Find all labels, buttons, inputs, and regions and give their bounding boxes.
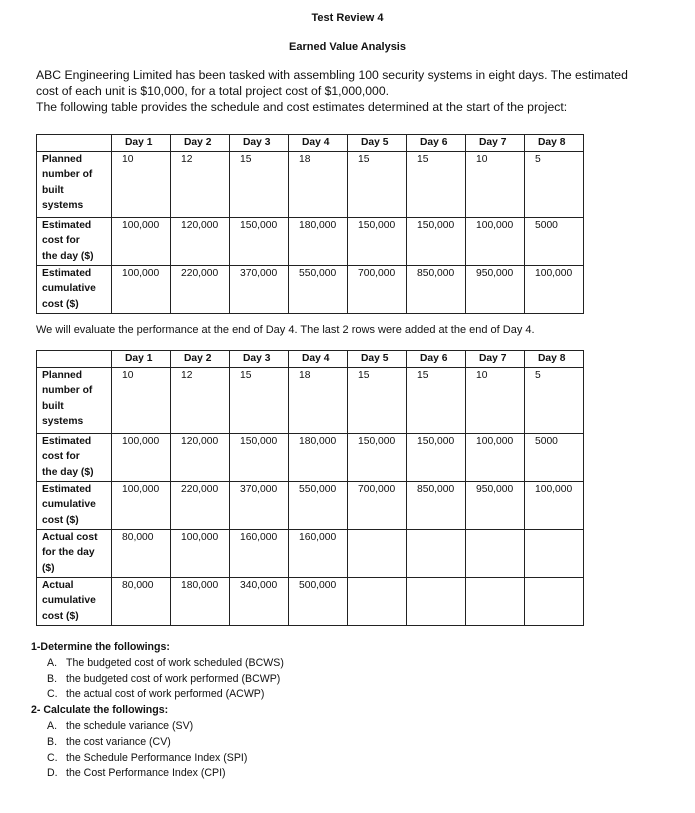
- table-cell: 100,000: [112, 265, 171, 313]
- row-label-line: number of: [42, 169, 93, 180]
- question-marker: B.: [47, 672, 58, 685]
- table-cell: 18: [289, 151, 348, 217]
- table-cell: 15: [407, 367, 466, 433]
- question-item: [31, 687, 284, 703]
- row-label-line: Actual: [42, 579, 74, 591]
- table-cell: [348, 577, 407, 625]
- row-label-line: the day ($): [42, 250, 94, 262]
- table-cell: 550,000: [289, 481, 348, 529]
- table-cell: 10: [112, 367, 171, 433]
- row-label-line: cumulative: [42, 595, 96, 606]
- row-label: [37, 481, 112, 529]
- table-row: [37, 367, 584, 433]
- row-label-line: Estimated: [42, 267, 92, 279]
- table-cell: 370,000: [230, 481, 289, 529]
- table-cell: 150,000: [407, 217, 466, 265]
- day-header: Day 7: [466, 351, 525, 368]
- table-cell: 100,000: [171, 529, 230, 577]
- row-label-line: systems: [42, 200, 84, 211]
- table-cell: 180,000: [171, 577, 230, 625]
- table-cell: 850,000: [407, 265, 466, 313]
- question-item: [31, 672, 284, 688]
- row-label-line: cost for: [42, 235, 80, 246]
- intro-line: cost of each unit is $10,000, for a total project cost of $1,000,000.: [36, 84, 389, 98]
- table-cell: [407, 529, 466, 577]
- question-item: [31, 719, 284, 735]
- row-label: [37, 367, 112, 433]
- schedule-table: [36, 134, 584, 314]
- corner-cell: [37, 135, 112, 152]
- table-cell: 10: [466, 151, 525, 217]
- table-cell: 120,000: [171, 433, 230, 481]
- day-header: Day 7: [466, 135, 525, 152]
- evaluation-note: We will evaluate the performance at the end of Day 4. The last 2 rows were added at the end of Day 4.: [36, 324, 535, 336]
- corner-cell: [37, 351, 112, 368]
- table-cell: 15: [230, 367, 289, 433]
- row-label: [37, 529, 112, 577]
- question-item: [31, 656, 284, 672]
- intro-paragraph: [36, 67, 676, 115]
- table-cell: 220,000: [171, 481, 230, 529]
- table-cell: 180,000: [289, 433, 348, 481]
- table-cell: 120,000: [171, 217, 230, 265]
- table-cell: [525, 577, 584, 625]
- day-header: Day 4: [289, 351, 348, 368]
- table-cell: 100,000: [112, 481, 171, 529]
- table-cell: 150,000: [348, 433, 407, 481]
- table-cell: 15: [348, 367, 407, 433]
- question-text: the schedule variance (SV): [66, 719, 194, 732]
- table-cell: 370,000: [230, 265, 289, 313]
- row-label-line: cost ($): [42, 610, 79, 622]
- question-marker: B.: [47, 735, 58, 748]
- table-cell: 10: [112, 151, 171, 217]
- table-row: [37, 529, 584, 577]
- table-cell: 5: [525, 367, 584, 433]
- table-row: [37, 265, 584, 313]
- day-header: Day 1: [112, 135, 171, 152]
- question-text: the budgeted cost of work performed (BCWP): [66, 672, 281, 685]
- table-cell: 500,000: [289, 577, 348, 625]
- question-item: [31, 751, 284, 767]
- question-list: [31, 656, 284, 703]
- row-label: [37, 265, 112, 313]
- row-label-line: Actual cost: [42, 531, 98, 543]
- row-label-line: ($): [42, 562, 55, 574]
- table-cell: 550,000: [289, 265, 348, 313]
- row-label-line: cost ($): [42, 514, 79, 526]
- question-text: the cost variance (CV): [66, 735, 171, 748]
- document-title: Test Review 4: [311, 12, 384, 24]
- table-cell: 15: [230, 151, 289, 217]
- table-cell: 10: [466, 367, 525, 433]
- row-label-line: cumulative: [42, 499, 96, 510]
- table-cell: 80,000: [112, 577, 171, 625]
- document-subtitle: Earned Value Analysis: [289, 41, 406, 53]
- question-item: [31, 766, 284, 782]
- row-label-line: built: [42, 184, 64, 196]
- table-cell: 700,000: [348, 481, 407, 529]
- row-label-line: number of: [42, 385, 93, 396]
- day-header: Day 8: [525, 135, 584, 152]
- table-cell: 12: [171, 367, 230, 433]
- table-row: [37, 481, 584, 529]
- row-label-line: Estimated: [42, 435, 92, 447]
- header-row: [37, 135, 584, 152]
- day-header: Day 2: [171, 135, 230, 152]
- table-cell: [407, 577, 466, 625]
- row-label-line: Estimated: [42, 219, 92, 231]
- day-header: Day 4: [289, 135, 348, 152]
- row-label-line: cost ($): [42, 298, 79, 310]
- table-cell: 950,000: [466, 481, 525, 529]
- row-label-line: the day ($): [42, 466, 94, 478]
- table-cell: 160,000: [289, 529, 348, 577]
- table-row: [37, 577, 584, 625]
- question-heading: 1-Determine the followings:: [31, 641, 170, 653]
- intro-line: ABC Engineering Limited has been tasked with assembling 100 security systems in eight days. The estimated: [36, 68, 628, 82]
- table-cell: [348, 529, 407, 577]
- table-cell: 100,000: [112, 433, 171, 481]
- table-cell: 180,000: [289, 217, 348, 265]
- question-text: The budgeted cost of work scheduled (BCWS): [66, 656, 284, 669]
- question-text: the Cost Performance Index (CPI): [66, 767, 226, 780]
- table-cell: [466, 529, 525, 577]
- question-marker: A.: [47, 719, 58, 732]
- question-marker: C.: [47, 751, 58, 764]
- row-label-line: cost for: [42, 451, 80, 462]
- table-cell: 100,000: [466, 217, 525, 265]
- question-text: the Schedule Performance Index (SPI): [66, 751, 248, 764]
- row-label-line: systems: [42, 416, 84, 427]
- table-cell: 160,000: [230, 529, 289, 577]
- table-cell: 150,000: [230, 433, 289, 481]
- table-cell: 100,000: [112, 217, 171, 265]
- day-header: Day 1: [112, 351, 171, 368]
- row-label: [37, 433, 112, 481]
- day-header: Day 3: [230, 135, 289, 152]
- day-header: Day 5: [348, 351, 407, 368]
- row-label-line: Planned: [42, 153, 83, 165]
- table-cell: 15: [348, 151, 407, 217]
- table-row: [37, 217, 584, 265]
- question-text: the actual cost of work performed (ACWP): [66, 688, 265, 701]
- questions-section: [31, 640, 284, 782]
- table-cell: 340,000: [230, 577, 289, 625]
- table-row: [37, 151, 584, 217]
- table-cell: 18: [289, 367, 348, 433]
- table-cell: 80,000: [112, 529, 171, 577]
- table-cell: [466, 577, 525, 625]
- day-header: Day 5: [348, 135, 407, 152]
- table-cell: 12: [171, 151, 230, 217]
- question-heading: 2- Calculate the followings:: [31, 704, 169, 717]
- table-cell: 5: [525, 151, 584, 217]
- table-cell: 100,000: [466, 433, 525, 481]
- table-cell: 100,000: [525, 265, 584, 313]
- performance-table: [36, 350, 584, 626]
- table-cell: 850,000: [407, 481, 466, 529]
- header-row: [37, 351, 584, 368]
- table-cell: 15: [407, 151, 466, 217]
- day-header: Day 8: [525, 351, 584, 368]
- table-cell: 150,000: [407, 433, 466, 481]
- row-label-line: Estimated: [42, 483, 92, 495]
- table-cell: 5000: [525, 217, 584, 265]
- table-cell: [525, 529, 584, 577]
- table-cell: 950,000: [466, 265, 525, 313]
- table-row: [37, 433, 584, 481]
- row-label: [37, 217, 112, 265]
- row-label-line: for the day: [42, 547, 95, 558]
- row-label: [37, 151, 112, 217]
- table-cell: 150,000: [348, 217, 407, 265]
- row-label-line: cumulative: [42, 283, 96, 294]
- table-cell: 700,000: [348, 265, 407, 313]
- row-label: [37, 577, 112, 625]
- table-cell: 100,000: [525, 481, 584, 529]
- question-marker: A.: [47, 656, 58, 669]
- row-label-line: built: [42, 400, 64, 412]
- table-cell: 150,000: [230, 217, 289, 265]
- table-cell: 5000: [525, 433, 584, 481]
- day-header: Day 3: [230, 351, 289, 368]
- intro-line: The following table provides the schedule and cost estimates determined at the start of the project:: [36, 100, 568, 114]
- day-header: Day 6: [407, 135, 466, 152]
- row-label-line: Planned: [42, 369, 83, 381]
- question-item: [31, 735, 284, 751]
- table-cell: 220,000: [171, 265, 230, 313]
- day-header: Day 6: [407, 351, 466, 368]
- question-marker: D.: [47, 767, 58, 780]
- question-list: [31, 719, 284, 782]
- question-marker: C.: [47, 688, 58, 701]
- day-header: Day 2: [171, 351, 230, 368]
